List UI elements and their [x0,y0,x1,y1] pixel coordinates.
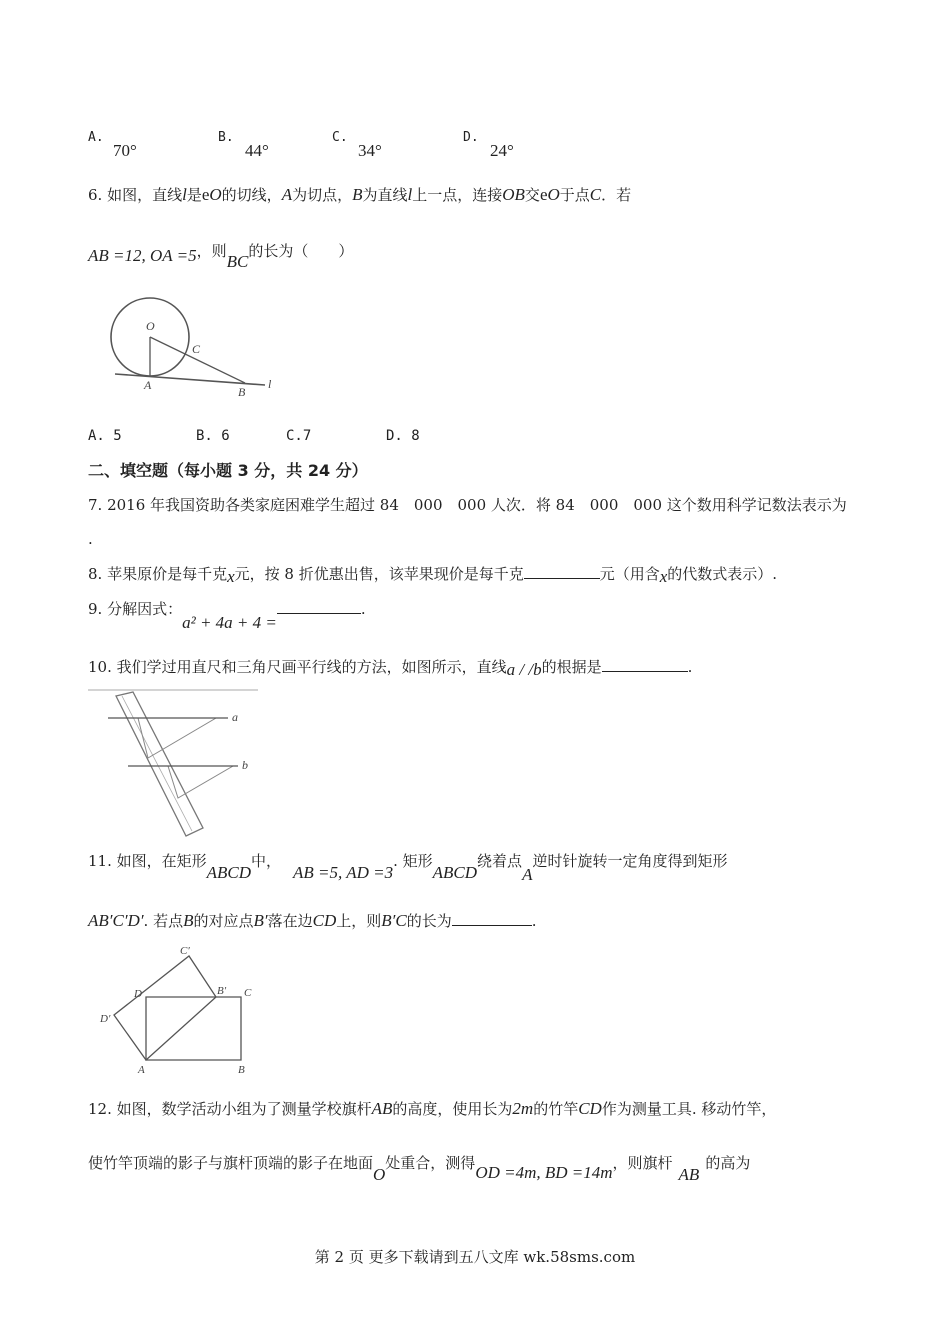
math-condition: OD =4m, BD =14m [475,1163,613,1182]
section2-title: 二、填空题（每小题 3 分，共 24 分） [88,461,368,480]
text: 使竹竿顶端的影子与旗杆顶端的影子在地面 [88,1154,374,1172]
q5-option-a-value: 70° [113,141,137,160]
math-BpC: B′C [381,911,407,930]
q11-figure [96,942,266,1077]
text: 11. 如图，在矩形 [88,852,207,870]
text: . 矩形 [393,852,433,870]
text: 的代数式表示）. [667,565,778,583]
label-B-prime: B′ [217,985,227,997]
q11-line2 [88,910,537,931]
q10-figure [88,688,268,843]
triangle-bottom [168,766,233,798]
text: 8. 苹果原价是每千克 [88,565,228,583]
math-C: C [589,185,602,204]
text: 的高度，使用长为 [392,1100,513,1118]
q6-line1 [88,184,631,205]
math-AB: AB [678,1165,700,1184]
text: ，则 [196,242,227,260]
math-CD: CD [578,1099,602,1118]
label-a: a [232,710,238,724]
text: 的高为 [705,1154,751,1172]
text: 上一点，连接 [412,186,503,204]
math-B: B [183,911,194,930]
ruler-inner-edge [122,696,192,831]
text: 9. 分解因式： [88,600,183,618]
q11-answer-blank [452,911,532,926]
q5-option-c-label: C. [332,130,348,145]
text: 元（用含 [599,565,660,583]
q6-option-a: A. 5 [88,428,122,444]
q8-answer-blank [524,564,600,579]
text: 中， [251,852,282,870]
label-B: B [238,1064,245,1076]
rect-ABCD [146,997,241,1060]
math-x: x [659,567,668,586]
text: 的竹竿 [533,1100,579,1118]
text: 12. 如图，数学活动小组为了测量学校旗杆 [88,1100,372,1118]
math-rect-prime: AB′C′D′ [88,911,144,930]
q5-option-b-value: 44° [245,141,269,160]
label-l: l [268,377,272,391]
rect-AB-prime-C-prime-D-prime [114,956,216,1060]
label-C-prime: C′ [180,945,190,957]
text: 于点 [559,186,590,204]
q5-option-d-value: 24° [490,141,514,160]
text: ．若 [601,186,632,204]
label-A: A [144,378,152,392]
q10-answer-blank [602,657,688,672]
text: ，则旗杆 [612,1154,673,1172]
tangent-line-l [115,374,265,385]
q9-answer-blank [277,599,361,614]
text: 是 [186,186,202,204]
text: 绕着点 [477,852,523,870]
text: 交 [524,186,540,204]
text: 6. 如图，直线 [88,186,183,204]
math-condition: AB =5, AD =3 [293,863,394,882]
q8-line [88,563,777,584]
text: 落在边 [267,912,313,930]
label-C: C [244,987,252,999]
math-A: A [522,865,533,884]
q6-figure [100,290,290,405]
math-expression: a² + 4a + 4 = [182,613,277,632]
text: 为直线 [362,186,408,204]
circle-symbol: e [539,185,548,204]
text: . [360,600,366,618]
math-a-parallel-b: a / /b [506,660,542,679]
math-A: A [281,185,293,204]
math-O: O [209,185,222,204]
math-B-prime: B′ [253,911,268,930]
page-footer: 第 2 页 更多下载请到五八文库 wk.58sms.com [314,1248,636,1266]
math-BC: BC [226,252,249,271]
q6-line2 [88,240,354,271]
text: 的对应点 [193,912,254,930]
label-O: O [146,319,155,333]
math-l: l [407,185,413,204]
q5-option-b-label: B. [218,130,234,145]
label-B: B [238,385,246,399]
q6-option-c: C.7 [286,428,312,444]
q10-line [88,656,692,677]
math-ABCD: ABCD [206,863,252,882]
math-CD: CD [312,911,337,930]
math-O: O [547,185,560,204]
q7-line2: . [88,530,93,548]
ruler [116,692,203,836]
text: 的长为（ ） [248,242,354,260]
q5-option-c-value: 34° [358,141,382,160]
q12-line1 [88,1098,776,1119]
label-A: A [138,1064,145,1076]
math-O: O [373,1165,386,1184]
label-D: D [134,988,142,1000]
text: 的长为 [406,912,452,930]
text: 的切线， [221,186,282,204]
math-AB: AB [371,1099,393,1118]
math-x: x [227,567,235,586]
q6-option-d: D. 8 [386,428,420,444]
circle-symbol: e [201,185,210,204]
math-l: l [182,185,187,204]
text: 逆时针旋转一定角度得到矩形 [532,852,728,870]
text: 为切点， [292,186,353,204]
q9-line [88,598,366,632]
q12-line2 [88,1152,751,1184]
text: 10. 我们学过用直尺和三角尺画平行线的方法，如图所示，直线 [88,658,507,676]
label-b: b [242,758,248,772]
text: . [531,912,537,930]
math-length: 2m [512,1099,534,1118]
math-B: B [352,185,363,204]
q5-option-d-label: D. [463,130,479,145]
label-C: C [192,342,201,356]
q6-option-b: B. 6 [196,428,230,444]
text: . 若点 [143,912,184,930]
q5-option-a-label: A. [88,130,104,145]
q11-line1 [88,850,728,884]
text: . [687,658,693,676]
math-ABCD: ABCD [432,863,478,882]
math-condition: AB =12, OA =5 [88,246,197,265]
q7-line1: 7. 2016 年我国资助各类家庭困难学生超过 84 000 000 人次．将 84 000 000 这个数用科学记数法表示为 [88,496,847,514]
text: 上，则 [336,912,382,930]
text: 作为测量工具. 移动竹竿， [601,1100,777,1118]
text: 元，按 8 折优惠出售，该苹果现价是每千克 [234,565,524,583]
text: 的根据是 [541,658,602,676]
text: 处重合，测得 [385,1154,476,1172]
label-D-prime: D′ [100,1013,111,1025]
math-OB: OB [502,185,525,204]
